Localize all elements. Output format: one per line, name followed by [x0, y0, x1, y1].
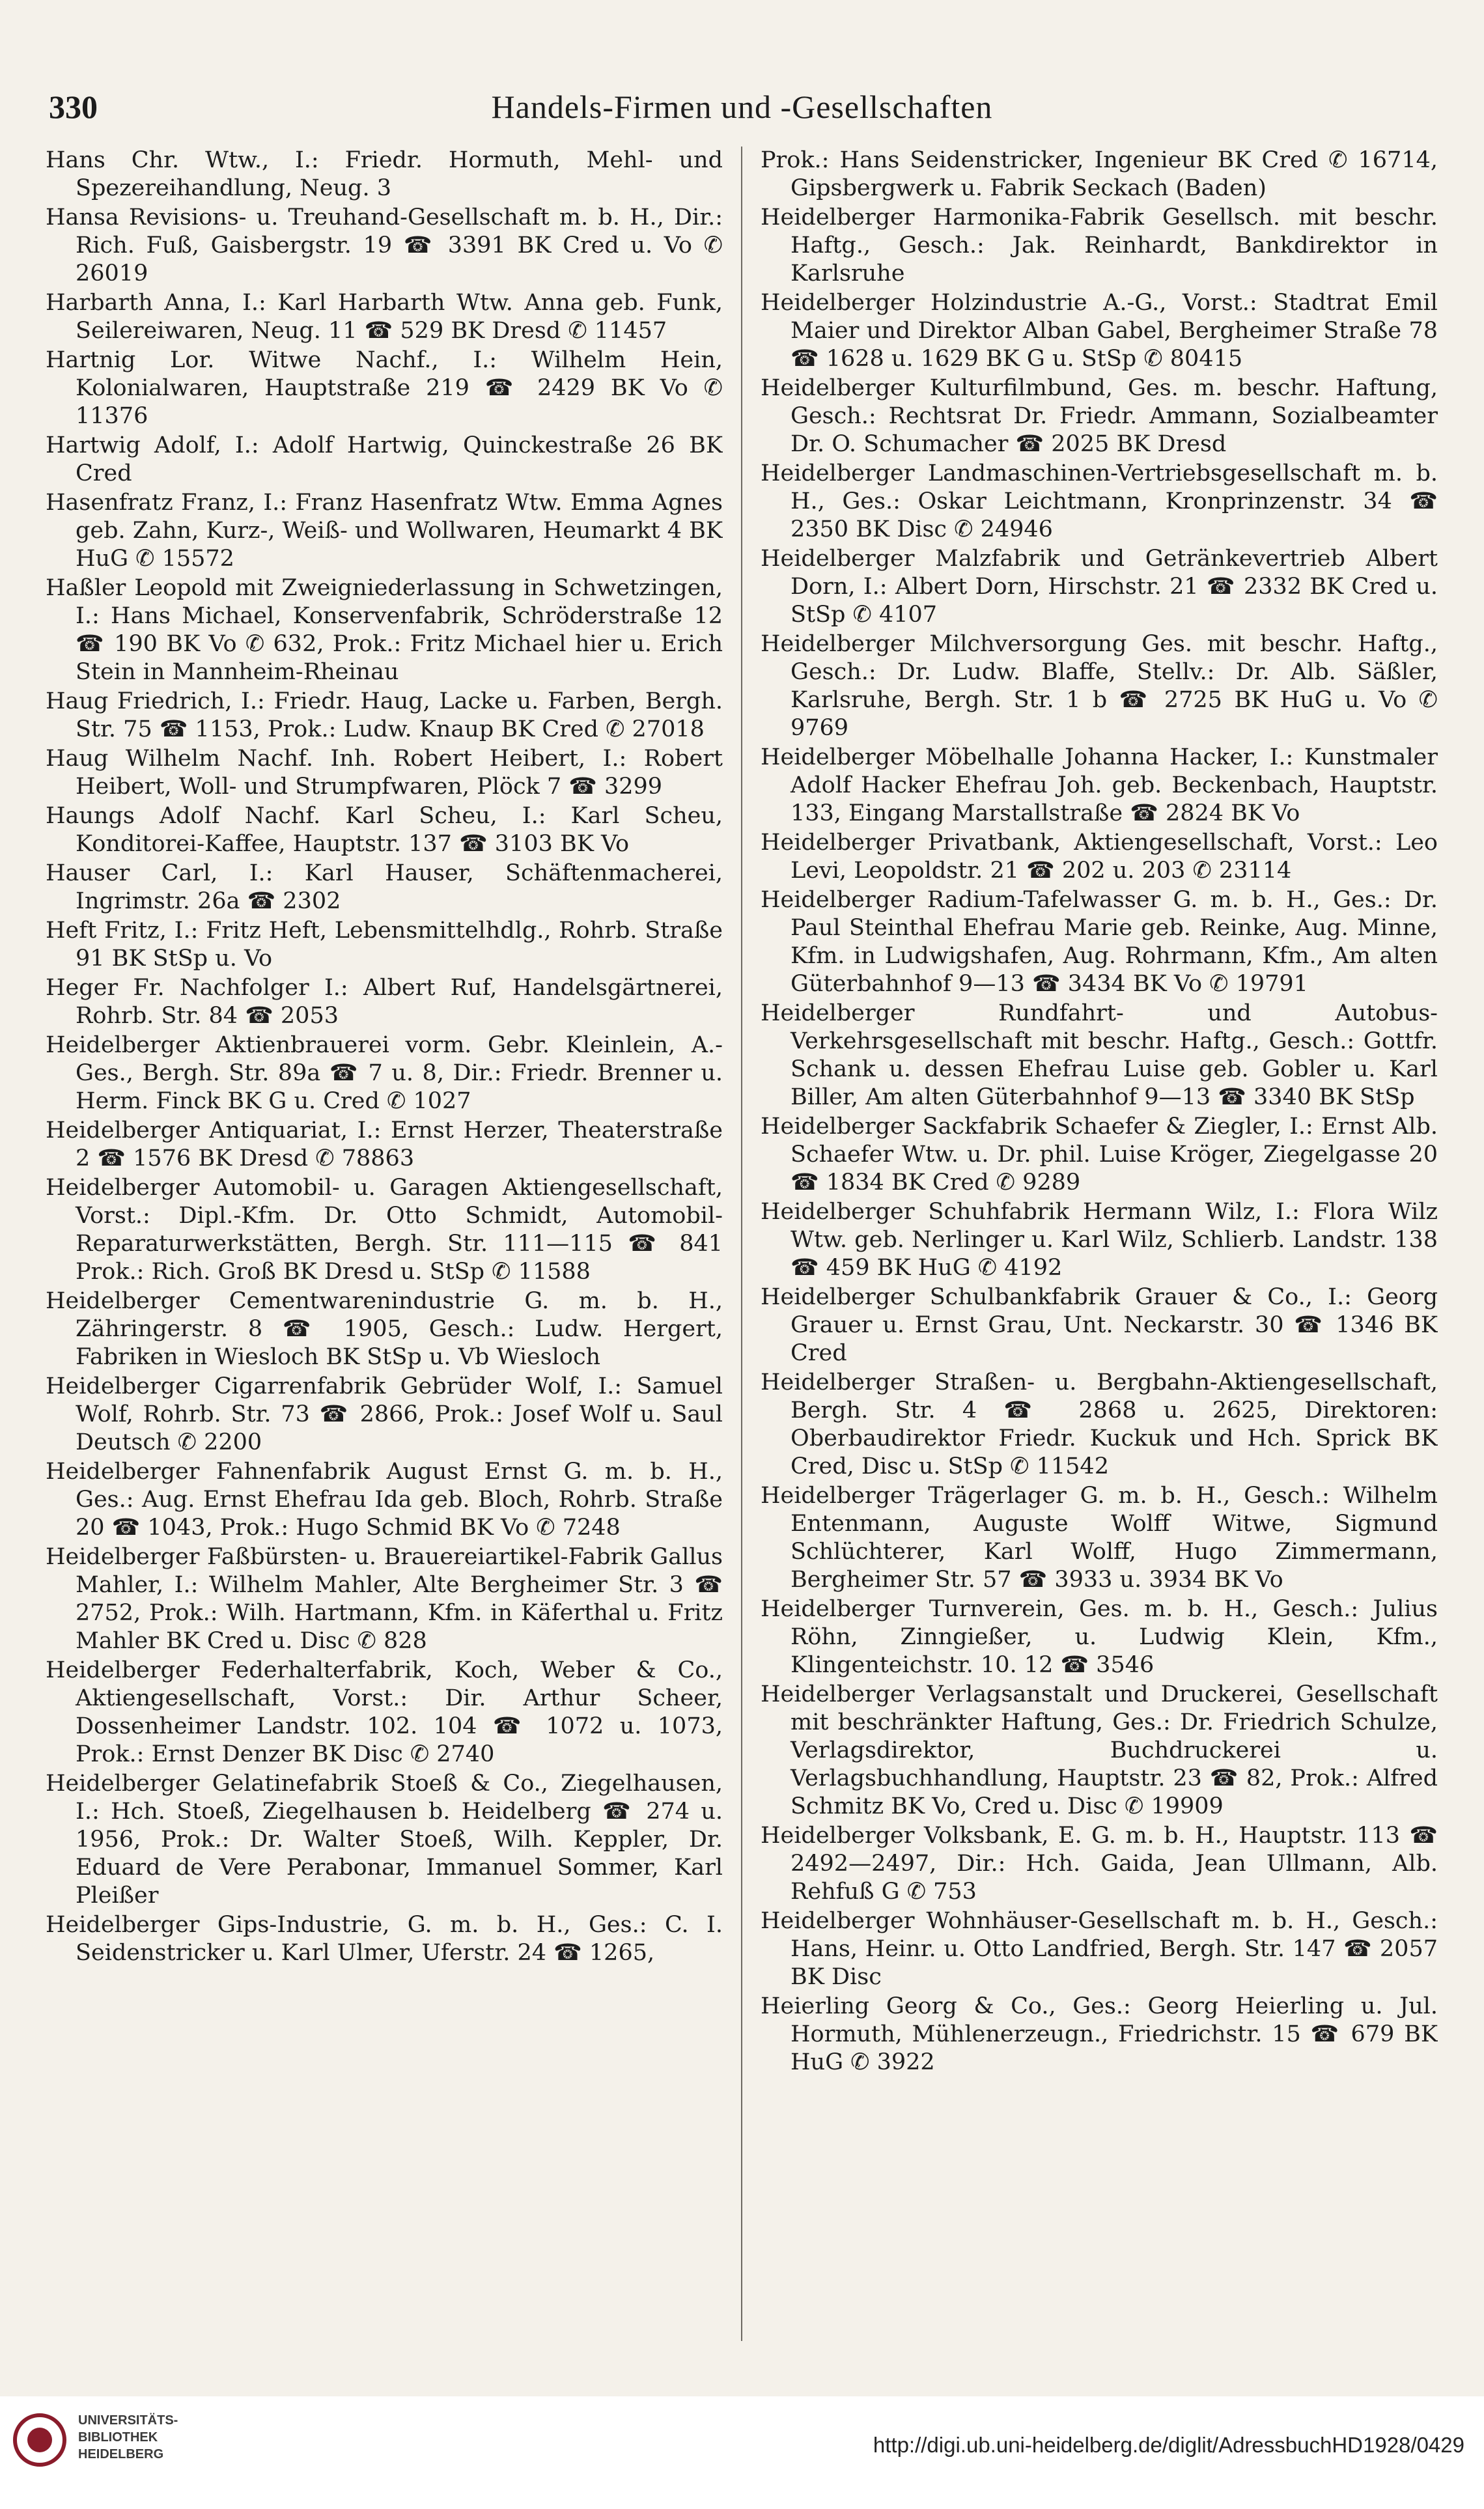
source-url-link[interactable]: http://digi.ub.uni-heidelberg.de/diglit/AdressbuchHD1928/0429 [873, 2433, 1464, 2457]
directory-entry: Heidelberger Verlagsanstalt und Druckerei, Gesellschaft mit beschränkter Haftung, Ges.: Dr. Friedrich Schulze, Verlagsdirektor, Buchdruckerei u. Verlagsbuchhandlung, Hauptstr. 23 ☎ 82, Prok.: Alfred Schmitz BK Vo, Cred u. Disc ✆ 19909 [761, 1681, 1438, 1819]
directory-entry: Heidelberger Trägerlager G. m. b. H., Gesch.: Wilhelm Entenmann, Auguste Wolff Witwe, Sigmund Schlüchterer, Karl Wolff, Hugo Zimmermann, Bergheimer Str. 57 ☎ 3933 u. 3934 BK Vo [761, 1483, 1438, 1593]
directory-entry: Heidelberger Automobil- u. Garagen Aktiengesellschaft, Vorst.: Dipl.-Kfm. Dr. Otto Schmidt, Automobil-Reparaturwerkstätten, Bergh. Str. 111—115 ☎ 841 Prok.: Rich. Groß BK Dresd u. StSp ✆ 11588 [46, 1175, 723, 1285]
directory-entry: Hauser Carl, I.: Karl Hauser, Schäftenmacherei, Ingrimstr. 26a ☎ 2302 [46, 860, 723, 914]
left-column [46, 147, 723, 2341]
directory-entry: Heidelberger Fahnenfabrik August Ernst G. m. b. H., Ges.: Aug. Ernst Ehefrau Ida geb. Bloch, Rohrb. Straße 20 ☎ 1043, Prok.: Hugo Schmid BK Vo ✆ 7248 [46, 1459, 723, 1541]
directory-entry: Heidelberger Aktienbrauerei vorm. Gebr. Kleinlein, A.-Ges., Bergh. Str. 89a ☎ 7 u. 8, Dir.: Friedr. Brenner u. Herm. Finck BK G u. Cred ✆ 1027 [46, 1032, 723, 1114]
logo-line-2: BIBLIOTHEK [78, 2430, 158, 2445]
directory-entry: Heidelberger Radium-Tafelwasser G. m. b. H., Ges.: Dr. Paul Steinthal Ehefrau Marie geb. Reinke, Aug. Minne, Kfm. in Ludwigshafen, Aug. Rohrmann, Kfm., Am alten Güterbahnhof 9—13 ☎ 3434 BK Vo ✆ 19791 [761, 887, 1438, 997]
directory-entry: Hartwig Adolf, I.: Adolf Hartwig, Quinckestraße 26 BK Cred [46, 432, 723, 486]
directory-entry: Haug Wilhelm Nachf. Inh. Robert Heibert, I.: Robert Heibert, Woll- und Strumpfwaren, Plöck 7 ☎ 3299 [46, 746, 723, 800]
directory-entry: Haßler Leopold mit Zweigniederlassung in Schwetzingen, I.: Hans Michael, Konservenfabrik, Schröderstraße 12 ☎ 190 BK Vo ✆ 632, Prok.: Fritz Michael hier u. Erich Stein in Mannheim-Rheinau [46, 575, 723, 685]
directory-entry: Heidelberger Sackfabrik Schaefer & Ziegler, I.: Ernst Alb. Schaefer Wtw. u. Dr. phil. Luise Kröger, Ziegelgasse 20 ☎ 1834 BK Cred ✆ 9289 [761, 1114, 1438, 1196]
directory-entry: Heidelberger Federhalterfabrik, Koch, Weber & Co., Aktiengesellschaft, Vorst.: Dir. Arthur Scheer, Dossenheimer Landstr. 102. 104 ☎ 1072 u. 1073, Prok.: Ernst Denzer BK Disc ✆ 2740 [46, 1657, 723, 1767]
directory-entry: Heidelberger Milchversorgung Ges. mit beschr. Haftg., Gesch.: Dr. Ludw. Blaffe, Stellv.: Dr. Alb. Säßler, Karlsruhe, Bergh. Str. 1 b ☎ 2725 BK HuG u. Vo ✆ 9769 [761, 631, 1438, 741]
directory-entry: Heidelberger Cementwarenindustrie G. m. b. H., Zähringerstr. 8 ☎ 1905, Gesch.: Ludw. Hergert, Fabriken in Wiesloch BK StSp u. Vb Wiesloch [46, 1288, 723, 1370]
library-name [78, 2412, 189, 2463]
directory-entry: Heft Fritz, I.: Fritz Heft, Lebensmittelhdlg., Rohrb. Straße 91 BK StSp u. Vo [46, 918, 723, 972]
directory-entry: Hasenfratz Franz, I.: Franz Hasenfratz Wtw. Emma Agnes geb. Zahn, Kurz-, Weiß- und Wollwaren, Heumarkt 4 BK HuG ✆ 15572 [46, 490, 723, 572]
directory-entry: Harbarth Anna, I.: Karl Harbarth Wtw. Anna geb. Funk, Seilereiwaren, Neug. 11 ☎ 529 BK Dresd ✆ 11457 [46, 290, 723, 344]
directory-entry: Heger Fr. Nachfolger I.: Albert Ruf, Handelsgärtnerei, Rohrb. Str. 84 ☎ 2053 [46, 975, 723, 1029]
page-number: 330 [49, 89, 98, 125]
directory-entry: Hartnig Lor. Witwe Nachf., I.: Wilhelm Hein, Kolonialwaren, Hauptstraße 219 ☎ 2429 BK Vo ✆ 11376 [46, 347, 723, 429]
directory-entry: Heidelberger Landmaschinen-Vertriebsgesellschaft m. b. H., Ges.: Oskar Leichtmann, Kronprinzenstr. 34 ☎ 2350 BK Disc ✆ 24946 [761, 460, 1438, 542]
directory-entry: Heidelberger Wohnhäuser-Gesellschaft m. b. H., Gesch.: Hans, Heinr. u. Otto Landfried, Bergh. Str. 147 ☎ 2057 BK Disc [761, 1908, 1438, 1990]
directory-entry: Heidelberger Harmonika-Fabrik Gesellsch. mit beschr. Haftg., Gesch.: Jak. Reinhardt, Bankdirektor in Karlsruhe [761, 204, 1438, 287]
directory-entry: Heidelberger Kulturfilmbund, Ges. m. beschr. Haftung, Gesch.: Rechtsrat Dr. Friedr. Ammann, Sozialbeamter Dr. O. Schumacher ☎ 2025 BK Dresd [761, 375, 1438, 457]
directory-entry: Heidelberger Faßbürsten- u. Brauereiartikel-Fabrik Gallus Mahler, I.: Wilhelm Mahler, Alte Bergheimer Str. 3 ☎ 2752, Prok.: Wilh. Hartmann, Kfm. in Käferthal u. Fritz Mahler BK Cred u. Disc ✆ 828 [46, 1544, 723, 1654]
directory-entry: Heidelberger Holzindustrie A.-G., Vorst.: Stadtrat Emil Maier und Direktor Alban Gabel, Bergheimer Straße 78 ☎ 1628 u. 1629 BK G u. StSp ✆ 80415 [761, 290, 1438, 372]
directory-entry: Heidelberger Gips-Industrie, G. m. b. H., Ges.: C. I. Seidenstricker u. Karl Ulmer, Uferstr. 24 ☎ 1265, [46, 1912, 723, 1966]
library-seal-icon [13, 2413, 66, 2467]
library-logo[interactable] [13, 2408, 189, 2499]
directory-entry: Heidelberger Malzfabrik und Getränkevertrieb Albert Dorn, I.: Albert Dorn, Hirschstr. 21 ☎ 2332 BK Cred u. StSp ✆ 4107 [761, 546, 1438, 628]
directory-entry: Heidelberger Volksbank, E. G. m. b. H., Hauptstr. 113 ☎ 2492—2497, Dir.: Hch. Gaida, Jean Ullmann, Alb. Rehfuß G ✆ 753 [761, 1823, 1438, 1905]
directory-entry: Hans Chr. Wtw., I.: Friedr. Hormuth, Mehl- und Spezereihandlung, Neug. 3 [46, 147, 723, 201]
directory-entry: Heidelberger Antiquariat, I.: Ernst Herzer, Theaterstraße 2 ☎ 1576 BK Dresd ✆ 78863 [46, 1117, 723, 1171]
directory-entry: Heidelberger Rundfahrt- und Autobus-Verkehrsgesellschaft mit beschr. Haftg., Gesch.: Gottfr. Schank u. dessen Ehefrau Luise geb. Gobler u. Karl Biller, Am alten Güterbahnhof 9—13 ☎ 3340 BK StSp [761, 1000, 1438, 1110]
page-header [49, 88, 1435, 140]
directory-entry: Haungs Adolf Nachf. Karl Scheu, I.: Karl Scheu, Konditorei-Kaffee, Hauptstr. 137 ☎ 3103 BK Vo [46, 803, 723, 857]
running-head: Handels-Firmen und -Gesellschaften [491, 89, 993, 125]
directory-entry: Prok.: Hans Seidenstricker, Ingenieur BK Cred ✆ 16714, Gipsbergwerk u. Fabrik Seckach (Baden) [761, 147, 1438, 201]
footer-bar [0, 2396, 1484, 2509]
directory-entry: Heidelberger Straßen- u. Bergbahn-Aktiengesellschaft, Bergh. Str. 4 ☎ 2868 u. 2625, Direktoren: Oberbaudirektor Friedr. Kuckuk und Hch. Sprick BK Cred, Disc u. StSp ✆ 11542 [761, 1369, 1438, 1479]
directory-entry: Heidelberger Cigarrenfabrik Gebrüder Wolf, I.: Samuel Wolf, Rohrb. Str. 73 ☎ 2866, Prok.: Josef Wolf u. Saul Deutsch ✆ 2200 [46, 1373, 723, 1455]
directory-entry: Heidelberger Möbelhalle Johanna Hacker, I.: Kunstmaler Adolf Hacker Ehefrau Joh. geb. Beckenbach, Hauptstr. 133, Eingang Marstallstraße ☎ 2824 BK Vo [761, 744, 1438, 826]
directory-entry: Hansa Revisions- u. Treuhand-Gesellschaft m. b. H., Dir.: Rich. Fuß, Gaisbergstr. 19 ☎ 3391 BK Cred u. Vo ✆ 26019 [46, 204, 723, 287]
directory-entry: Heidelberger Gelatinefabrik Stoeß & Co., Ziegelhausen, I.: Hch. Stoeß, Ziegelhausen b. Heidelberg ☎ 274 u. 1956, Prok.: Dr. Walter Stoeß, Wilh. Keppler, Dr. Eduard de Vere Perabonar, Immanuel Sommer, Karl Pleißer [46, 1771, 723, 1909]
logo-line-1: UNIVERSITÄTS- [78, 2413, 178, 2428]
logo-line-3: HEIDELBERG [78, 2447, 164, 2461]
directory-entry: Haug Friedrich, I.: Friedr. Haug, Lacke u. Farben, Bergh. Str. 75 ☎ 1153, Prok.: Ludw. Knaup BK Cred ✆ 27018 [46, 688, 723, 742]
directory-entry: Heierling Georg & Co., Ges.: Georg Heierling u. Jul. Hormuth, Mühlenerzeugn., Friedrichstr. 15 ☎ 679 BK HuG ✆ 3922 [761, 1993, 1438, 2075]
directory-entry: Heidelberger Schulbankfabrik Grauer & Co., I.: Georg Grauer u. Ernst Grau, Unt. Neckarstr. 30 ☎ 1346 BK Cred [761, 1284, 1438, 1366]
column-divider [741, 147, 742, 2341]
directory-entry: Heidelberger Privatbank, Aktiengesellschaft, Vorst.: Leo Levi, Leopoldstr. 21 ☎ 202 u. 203 ✆ 23114 [761, 830, 1438, 884]
right-column [761, 147, 1438, 2341]
directory-entry: Heidelberger Turnverein, Ges. m. b. H., Gesch.: Julius Röhn, Zinngießer, u. Ludwig Klein, Kfm., Klingenteichstr. 10. 12 ☎ 3546 [761, 1596, 1438, 1678]
directory-entry: Heidelberger Schuhfabrik Hermann Wilz, I.: Flora Wilz Wtw. geb. Nerlinger u. Karl Wilz, Schlierb. Landstr. 138 ☎ 459 BK HuG ✆ 4192 [761, 1199, 1438, 1281]
